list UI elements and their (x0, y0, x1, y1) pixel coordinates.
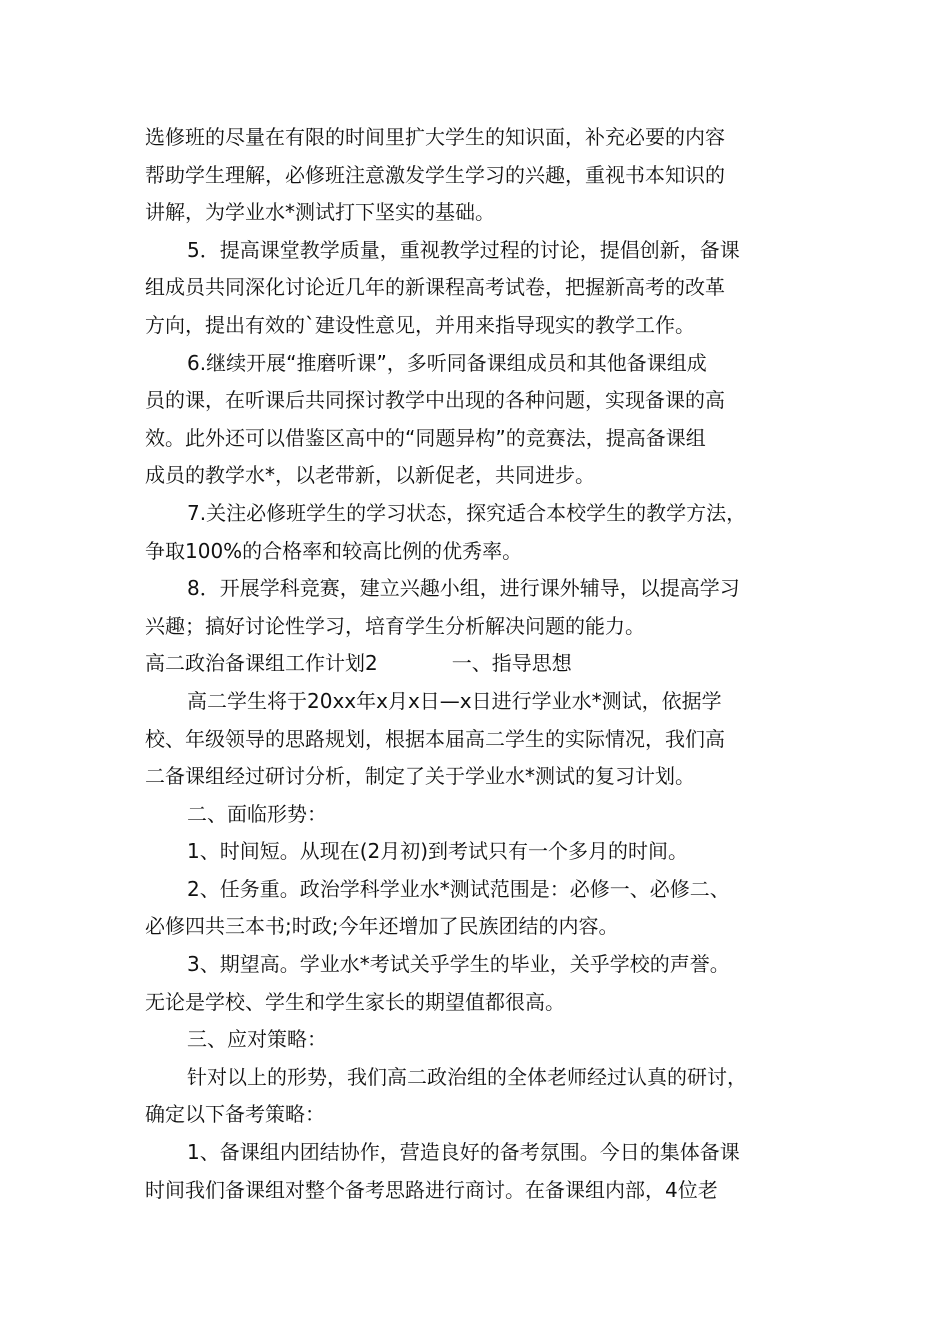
text-line: 成员的教学水*，以老带新，以新促老，共同进步。 (145, 463, 595, 488)
document-body (145, 119, 813, 1209)
paragraph-start: 6.继续开展“推磨听课”，多听同备课组成员和其他备课组成 (187, 350, 707, 375)
text-line: 选修班的尽量在有限的时间里扩大学生的知识面，补充必要的内容 (145, 125, 725, 149)
text-line: 争取100%的合格率和较高比例的优秀率。 (145, 538, 523, 563)
text-line: 二备课组经过研讨分析，制定了关于学业水*测试的复习计划。 (145, 764, 695, 789)
text-line: 校、年级领导的思路规划，根据本届高二学生的实际情况，我们高 (145, 726, 725, 751)
text-line: 讲解，为学业水*测试打下坚实的基础。 (145, 200, 495, 225)
text-line: 方向，提出有效的`建设性意见，并用来指导现实的教学工作。 (145, 312, 695, 337)
section-title: 高二政治备课组工作计划2 (145, 651, 378, 676)
text-line: 员的课，在听课后共同探讨教学中出现的各种问题，实现备课的高 (145, 388, 725, 413)
paragraph-start: 高二学生将于20xx年x月x日—x日进行学业水*测试，依据学 (187, 688, 722, 713)
text-line: 无论是学校、学生和学生家长的期望值都很高。 (145, 989, 565, 1014)
text-line: 必修四共三本书;时政;今年还增加了民族团结的内容。 (145, 914, 619, 939)
paragraph-start: 2、任务重。政治学科学业水*测试范围是：必修一、必修二、 (187, 876, 730, 901)
paragraph-start: 1、备课组内团结协作，营造良好的备考氛围。今日的集体备课 (187, 1140, 740, 1165)
text-line: 时间我们备课组对整个备考思路进行商讨。在备课组内部，4位老 (145, 1177, 718, 1202)
paragraph-start: 8．开展学科竞赛，建立兴趣小组，进行课外辅导，以提高学习 (187, 576, 740, 601)
text-line: 效。此外还可以借鉴区高中的“同题异构”的竞赛法，提高备课组 (145, 425, 706, 450)
paragraph-start: 3、期望高。学业水*考试关乎学生的毕业，关乎学校的声誉。 (187, 952, 730, 977)
text-line: 确定以下备考策略： (145, 1102, 325, 1127)
paragraph-start: 5．提高课堂教学质量，重视教学过程的讨论，提倡创新，备课 (187, 237, 740, 262)
section-title-line (145, 645, 813, 683)
text-line: 组成员共同深化讨论近几年的新课程高考试卷，把握新高考的改革 (145, 275, 725, 300)
paragraph-start: 7.关注必修班学生的学习状态，探究适合本校学生的教学方法， (187, 500, 747, 525)
section-heading: 二、面临形势： (187, 801, 327, 826)
paragraph-start: 1、时间短。从现在(2月初)到考试只有一个多月的时间。 (187, 839, 689, 864)
text-line: 帮助学生理解，必修班注意激发学生学习的兴趣，重视书本知识的 (145, 162, 725, 187)
paragraph-start: 针对以上的形势，我们高二政治组的全体老师经过认真的研讨， (187, 1064, 747, 1089)
section-heading: 一、指导思想 (451, 651, 572, 676)
section-heading: 三、应对策略： (187, 1027, 327, 1052)
text-line: 兴趣；搞好讨论性学习，培育学生分析解决问题的能力。 (145, 613, 645, 638)
